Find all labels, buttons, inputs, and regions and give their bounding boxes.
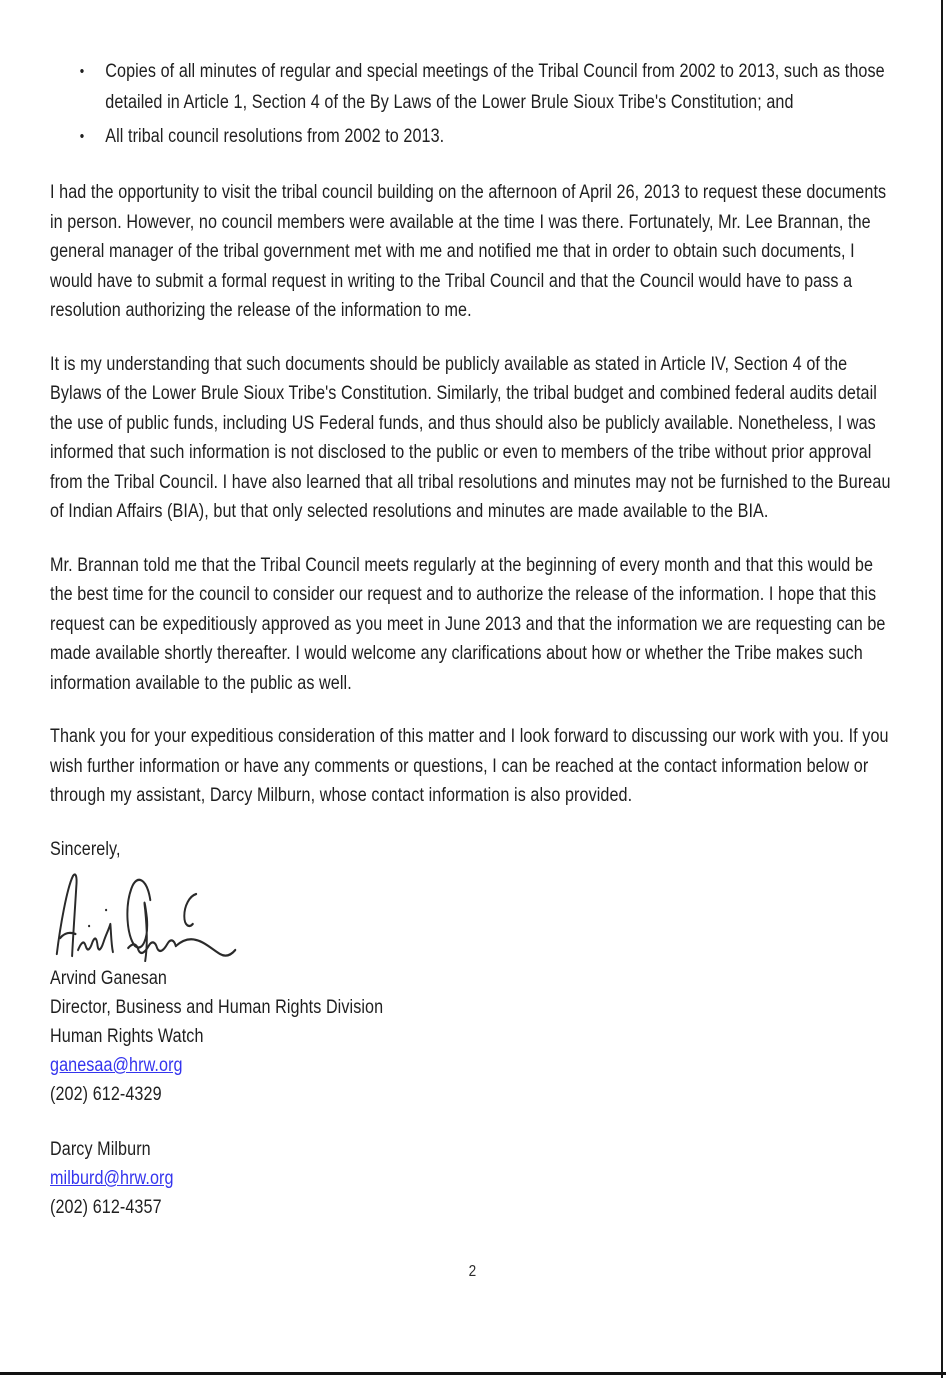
assistant-name: Darcy Milburn [50,1139,151,1160]
sender-phone: (202) 612-4329 [50,1084,162,1105]
body-paragraph: Thank you for your expeditious consideration of this matter and I look forward to discussing our work with you. If you wish further information or have any comments or questions, I can be reached at the contact information below or through my assistant, Darcy Milburn, whose contact information is also provided. [50,726,889,806]
sender-organization: Human Rights Watch [50,1026,204,1047]
closing-salutation: Sincerely, [50,838,121,860]
assistant-contact-block [50,1135,895,1222]
sender-name: Arvind Ganesan [50,968,168,989]
page-edge-right [941,0,943,1378]
bullet-icon: • [79,63,85,80]
sender-contact-block [50,964,895,1109]
document-request-list [50,56,895,152]
body-paragraph: Mr. Brannan told me that the Tribal Council meets regularly at the beginning of every month and that this would be the best time for the council to consider our request and to authorize the release of the information. I hope that this request can be expeditiously approved as you meet in June 2013 and that the information we are requesting can be made available shortly thereafter. I would welcome any clarifications about how or whether the Tribe makes such information available to the public as well. [50,554,886,694]
list-item [50,56,895,118]
sender-email-link[interactable]: ganesaa@hrw.org [50,1055,183,1076]
assistant-phone: (202) 612-4357 [50,1197,162,1218]
body-paragraph: I had the opportunity to visit the tribal council building on the afternoon of April 26, 2013 to request these documents in person. However, no council members were available at the time I was there. Fortunately, Mr. Lee Brannan, the general manager of the tribal government met with me and notified me that in order to obtain such documents, I would have to submit a formal request in writing to the Tribal Council and that the Council would have to pass a resolution authorizing the release of the information to me. [50,182,887,321]
page-number: 2 [468,1263,477,1280]
letter-body [50,56,895,1282]
list-item-text: Copies of all minutes of regular and special meetings of the Tribal Council from 2002 to 2013, such as those detailed in Article 1, Section 4 of the By Laws of the Lower Brule Sioux Tribe's Constitution; and [105,61,885,113]
sender-title: Director, Business and Human Rights Division [50,997,384,1018]
assistant-email-link[interactable]: milburd@hrw.org [50,1168,174,1189]
bullet-icon: • [79,128,85,145]
list-item [50,121,895,152]
body-paragraph: It is my understanding that such documents should be publicly available as stated in Article IV, Section 4 of the Bylaws of the Lower Brule Sioux Tribe's Constitution. Similarly, the tribal budget and combined federal audits detail the use of public funds, including US Federal funds, and thus should also be publicly available. Nonetheless, I was informed that such information is not disclosed to the public or even to members of the tribe without prior approval from the Tribal Council. I have also learned that all tribal resolutions and minutes may not be furnished to the Bureau of Indian Affairs (BIA), but that only selected resolutions and minutes are made available to the BIA. [50,353,891,522]
list-item-text: All tribal council resolutions from 2002 to 2013. [105,126,445,147]
page-edge-bottom [0,1372,946,1375]
signature-image [50,866,237,962]
